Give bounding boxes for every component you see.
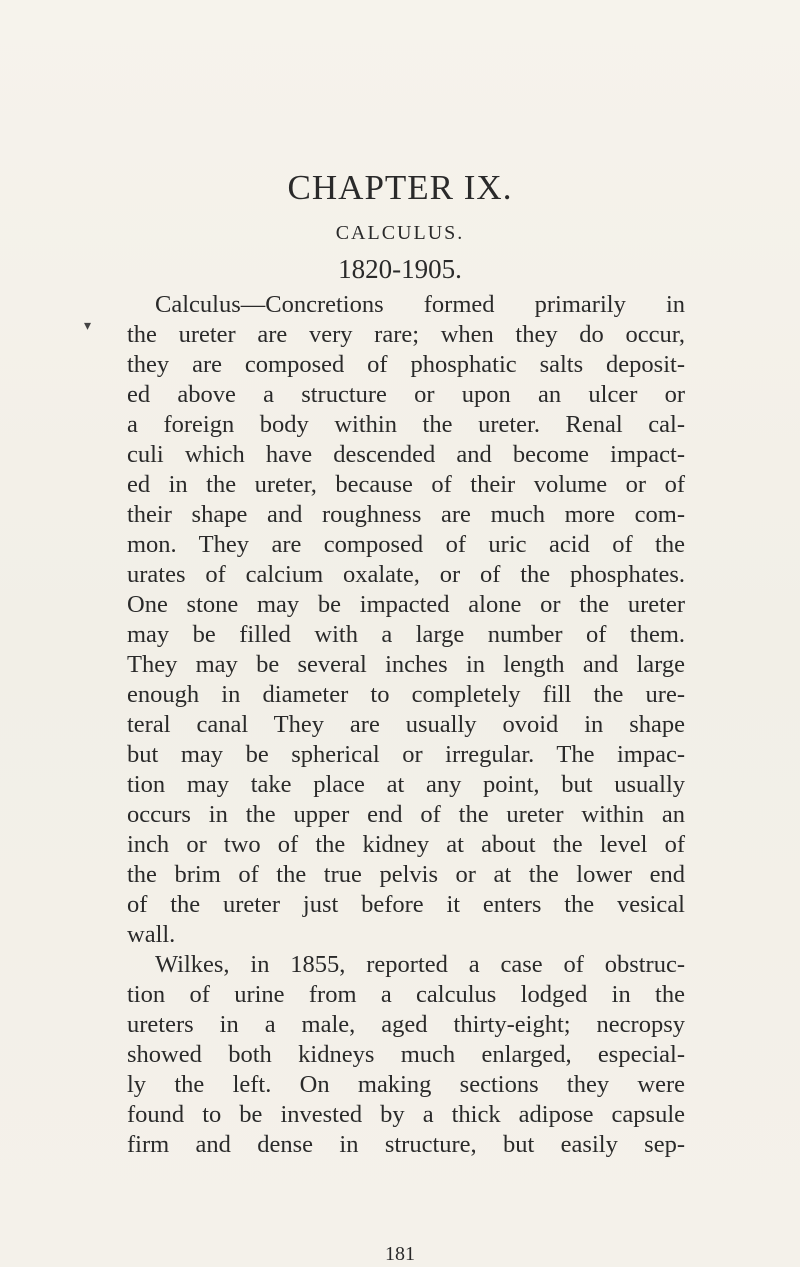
text-line: ed above a structure or upon an ulcer or — [127, 381, 685, 408]
chapter-title: CHAPTER IX. — [287, 168, 513, 207]
text-line: but may be spherical or irregular. The impac- — [127, 741, 685, 768]
chapter-subtitle: CALCULUS. — [335, 222, 465, 244]
text-line: mon. They are composed of uric acid of the — [127, 531, 685, 558]
margin-mark: ▾ — [84, 319, 92, 334]
text-line: they are composed of phosphatic salts deposit- — [127, 351, 685, 378]
text-line: ly the left. On making sections they were — [127, 1071, 685, 1098]
text-line: One stone may be impacted alone or the ureter — [127, 591, 685, 618]
text-line: the ureter are very rare; when they do occur, — [127, 321, 685, 348]
text-line: Wilkes, in 1855, reported a case of obstruc- — [155, 951, 685, 978]
text-line: teral canal They are usually ovoid in shape — [127, 711, 685, 738]
text-line: wall. — [127, 921, 176, 948]
text-line: the brim of the true pelvis or at the lower end — [127, 861, 685, 888]
text-line: urates of calcium oxalate, or of the phosphates. — [127, 561, 685, 588]
page-number: 181 — [385, 1243, 415, 1265]
text-line: firm and dense in structure, but easily sep- — [127, 1131, 685, 1158]
text-line: culi which have descended and become impact- — [127, 441, 685, 468]
text-line: Calculus—Concretions formed primarily in — [155, 291, 685, 318]
text-line: They may be several inches in length and large — [127, 651, 685, 678]
chapter-dates: 1820-1905. — [338, 254, 462, 284]
body-text — [127, 290, 685, 1160]
text-line: tion may take place at any point, but usually — [127, 771, 685, 798]
text-line: tion of urine from a calculus lodged in the — [127, 981, 685, 1008]
text-line: ed in the ureter, because of their volume or of — [127, 471, 685, 498]
text-line: ureters in a male, aged thirty-eight; necropsy — [127, 1011, 685, 1038]
text-line: of the ureter just before it enters the vesical — [127, 891, 685, 918]
text-line: occurs in the upper end of the ureter within an — [127, 801, 685, 828]
text-line: enough in diameter to completely fill the ure- — [127, 681, 685, 708]
paragraph-2 — [127, 950, 685, 1160]
text-line: a foreign body within the ureter. Renal cal- — [127, 411, 685, 438]
text-line: inch or two of the kidney at about the level of — [127, 831, 685, 858]
text-line: their shape and roughness are much more com- — [127, 501, 685, 528]
paragraph-1 — [127, 290, 685, 950]
text-line: found to be invested by a thick adipose capsule — [127, 1101, 685, 1128]
text-line: showed both kidneys much enlarged, especial- — [127, 1041, 685, 1068]
text-line: may be filled with a large number of them. — [127, 621, 685, 648]
